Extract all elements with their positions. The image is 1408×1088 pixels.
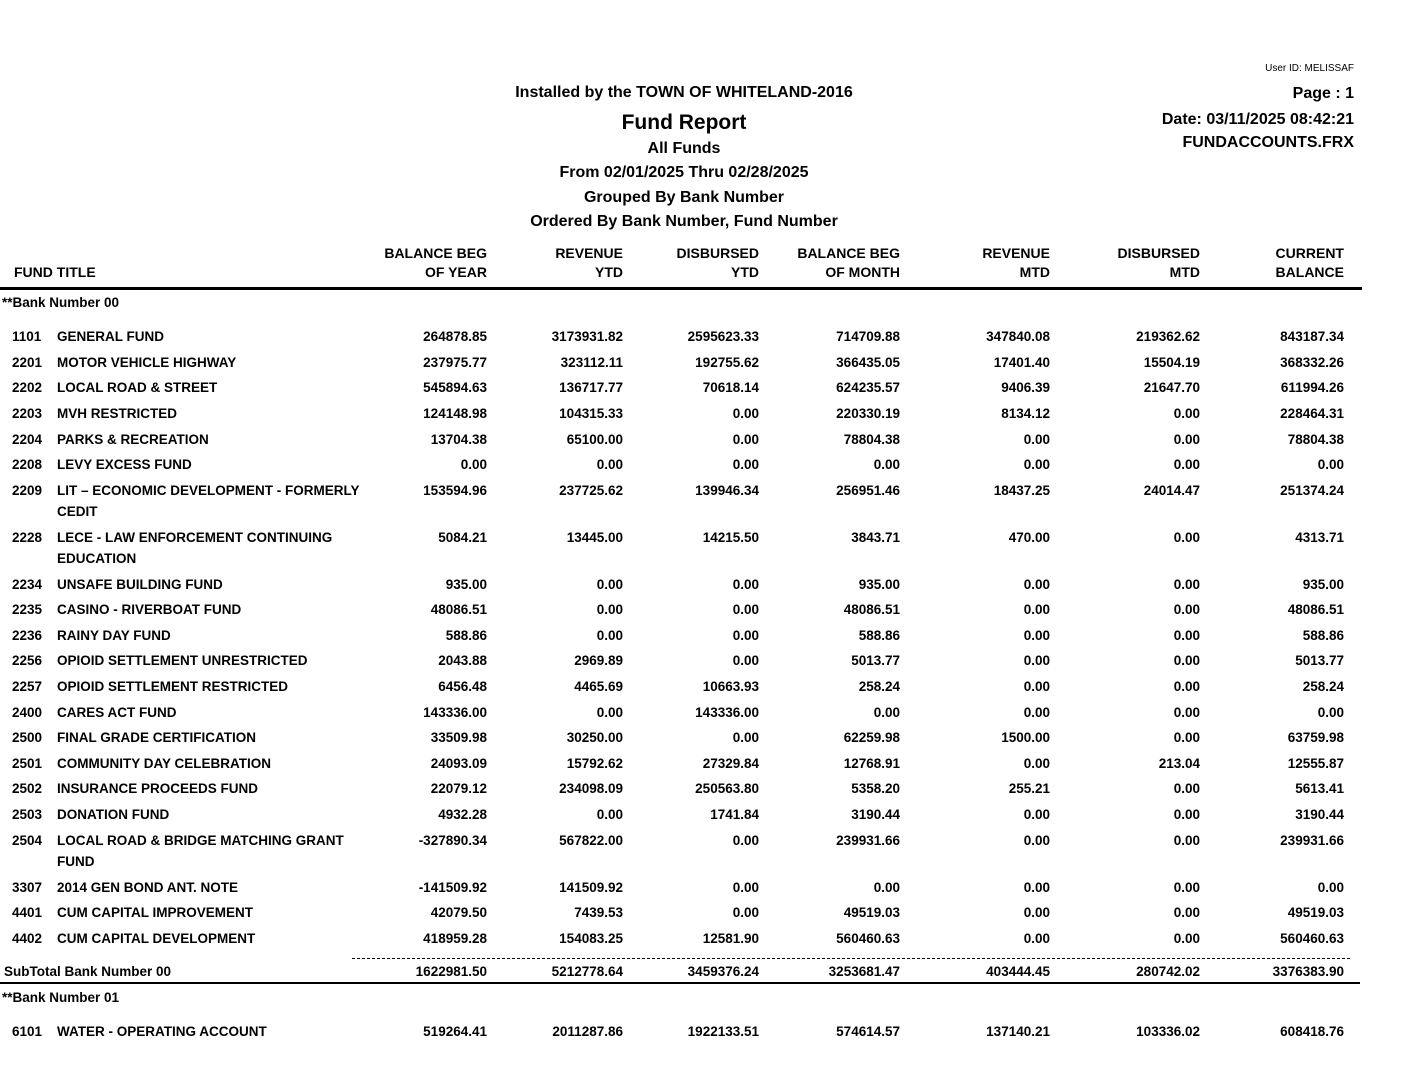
fund-value: 560460.63 <box>1280 931 1344 946</box>
col-disbursed-ytd: DISBURSED YTD <box>676 245 759 280</box>
fund-value: 5084.21 <box>438 530 487 545</box>
fund-value: 220330.19 <box>836 406 900 421</box>
fund-value: 1922133.51 <box>687 1024 759 1039</box>
fund-value: 63759.98 <box>1287 730 1344 745</box>
fund-title: LEVY EXCESS FUND <box>57 457 192 472</box>
fund-value: 124148.98 <box>423 406 487 421</box>
fund-number: 2235 <box>12 602 43 617</box>
fund-value: 141509.92 <box>559 880 623 895</box>
fund-title: LOCAL ROAD & BRIDGE MATCHING GRANT FUND <box>57 833 344 869</box>
report-file: FUNDACCOUNTS.FRX <box>1182 134 1354 151</box>
fund-number: 2257 <box>12 679 43 694</box>
fund-value: 611994.26 <box>1280 380 1344 395</box>
fund-value: 33509.98 <box>430 730 487 745</box>
fund-value: 0.00 <box>873 705 900 720</box>
fund-value: 0.00 <box>1173 653 1200 668</box>
fund-title: 2014 GEN BOND ANT. NOTE <box>57 880 239 895</box>
fund-value: 560460.63 <box>836 931 900 946</box>
fund-value: 0.00 <box>1173 905 1200 920</box>
fund-value: 24093.09 <box>430 756 487 771</box>
fund-value: 143336.00 <box>423 705 487 720</box>
subtotal-value: 403444.45 <box>986 964 1050 979</box>
bank-00-label: **Bank Number 00 <box>2 295 120 310</box>
fund-value: 574614.57 <box>836 1024 900 1039</box>
fund-value: 3190.44 <box>1295 807 1344 822</box>
fund-number: 2502 <box>12 781 43 796</box>
fund-value: 588.86 <box>1302 628 1344 643</box>
fund-value: 24014.47 <box>1143 483 1200 498</box>
fund-value: 366435.05 <box>836 355 900 370</box>
fund-title: MOTOR VEHICLE HIGHWAY <box>57 355 237 370</box>
fund-number: 4402 <box>12 931 43 946</box>
fund-value: 0.00 <box>732 833 759 848</box>
fund-title: COMMUNITY DAY CELEBRATION <box>57 756 272 771</box>
fund-value: 0.00 <box>1023 807 1050 822</box>
fund-value: 49519.03 <box>1287 905 1344 920</box>
fund-value: 0.00 <box>1023 833 1050 848</box>
fund-number: 2256 <box>12 653 43 668</box>
fund-value: 0.00 <box>596 628 623 643</box>
fund-number: 2504 <box>12 833 43 848</box>
fund-value: 12581.90 <box>702 931 759 946</box>
fund-value: 0.00 <box>1023 457 1050 472</box>
installed-by: Installed by the TOWN OF WHITELAND-2016 <box>515 84 853 101</box>
fund-value: 624235.57 <box>836 380 900 395</box>
fund-value: -327890.34 <box>418 833 487 848</box>
fund-value: 3190.44 <box>851 807 900 822</box>
fund-number: 1101 <box>12 329 42 344</box>
fund-value: 0.00 <box>732 905 759 920</box>
fund-number: 3307 <box>12 880 43 895</box>
fund-value: 0.00 <box>460 457 487 472</box>
fund-number: 2500 <box>12 730 43 745</box>
subtotal-value: 3376383.90 <box>1272 964 1344 979</box>
fund-value: 470.00 <box>1008 530 1050 545</box>
fund-number: 2202 <box>12 380 43 395</box>
fund-value: 0.00 <box>1173 577 1200 592</box>
col-fund-title: FUND TITLE <box>14 264 96 280</box>
fund-number: 2228 <box>12 530 43 545</box>
fund-number: 2400 <box>12 705 43 720</box>
fund-value: 78804.38 <box>1287 432 1344 447</box>
fund-value: 139946.34 <box>695 483 759 498</box>
fund-number: 6101 <box>12 1024 43 1039</box>
fund-value: 0.00 <box>596 577 623 592</box>
fund-value: 8134.12 <box>1001 406 1050 421</box>
col-disbursed-mtd: DISBURSED MTD <box>1117 245 1200 280</box>
fund-value: 545894.63 <box>423 380 487 395</box>
fund-value: 0.00 <box>873 880 900 895</box>
fund-value: 0.00 <box>1317 705 1344 720</box>
fund-title: CUM CAPITAL IMPROVEMENT <box>57 905 254 920</box>
fund-value: 10663.93 <box>702 679 759 694</box>
fund-value: 228464.31 <box>1280 406 1344 421</box>
fund-value: 239931.66 <box>836 833 900 848</box>
fund-value: 5013.77 <box>1295 653 1344 668</box>
subtotal-value: 280742.02 <box>1136 964 1200 979</box>
subtotal-value: 3253681.47 <box>828 964 900 979</box>
col-revenue-mtd: REVENUE MTD <box>982 245 1050 280</box>
fund-value: 1500.00 <box>1001 730 1050 745</box>
fund-value: 588.86 <box>445 628 487 643</box>
fund-title: UNSAFE BUILDING FUND <box>57 577 223 592</box>
fund-value: 0.00 <box>1023 931 1050 946</box>
fund-title: FINAL GRADE CERTIFICATION <box>57 730 256 745</box>
fund-value: 0.00 <box>1023 756 1050 771</box>
fund-value: 237975.77 <box>423 355 487 370</box>
fund-number: 2503 <box>12 807 43 822</box>
fund-title: OPIOID SETTLEMENT UNRESTRICTED <box>57 653 308 668</box>
fund-value: 136717.77 <box>559 380 623 395</box>
fund-value: 0.00 <box>1173 833 1200 848</box>
fund-value: 255.21 <box>1008 781 1050 796</box>
fund-title: INSURANCE PROCEEDS FUND <box>57 781 259 796</box>
fund-value: 2969.89 <box>574 653 623 668</box>
fund-value: 256951.46 <box>836 483 900 498</box>
fund-value: 3843.71 <box>851 530 900 545</box>
ordered-by: Ordered By Bank Number, Fund Number <box>530 213 838 230</box>
fund-value: 192755.62 <box>695 355 759 370</box>
fund-value: 0.00 <box>1173 807 1200 822</box>
fund-value: 588.86 <box>858 628 900 643</box>
fund-value: 0.00 <box>1023 602 1050 617</box>
report-subtitle: All Funds <box>647 140 721 157</box>
fund-value: 935.00 <box>1302 577 1344 592</box>
fund-value: 65100.00 <box>566 432 623 447</box>
fund-number: 2234 <box>12 577 43 592</box>
fund-value: 608418.76 <box>1280 1024 1344 1039</box>
fund-value: 0.00 <box>596 602 623 617</box>
fund-value: 154083.25 <box>559 931 623 946</box>
fund-value: 0.00 <box>1173 679 1200 694</box>
fund-value: 0.00 <box>1173 406 1200 421</box>
fund-value: 843187.34 <box>1280 329 1344 344</box>
fund-value: 0.00 <box>1173 628 1200 643</box>
fund-value: 250563.80 <box>695 781 759 796</box>
date-range: From 02/01/2025 Thru 02/28/2025 <box>559 164 809 181</box>
fund-value: 0.00 <box>1023 905 1050 920</box>
fund-value: 258.24 <box>858 679 900 694</box>
subtotal-value: 1622981.50 <box>415 964 487 979</box>
fund-value: 0.00 <box>732 628 759 643</box>
fund-value: 714709.88 <box>836 329 900 344</box>
col-bal-beg-month: BALANCE BEG OF MONTH <box>797 245 900 280</box>
fund-number: 2236 <box>12 628 43 643</box>
fund-title: OPIOID SETTLEMENT RESTRICTED <box>57 679 289 694</box>
fund-value: 0.00 <box>1173 705 1200 720</box>
fund-value: 213.04 <box>1158 756 1200 771</box>
fund-value: 0.00 <box>1023 679 1050 694</box>
fund-value: 5613.41 <box>1295 781 1344 796</box>
fund-value: 0.00 <box>1023 628 1050 643</box>
fund-title: CARES ACT FUND <box>57 705 177 720</box>
bank-01-label: **Bank Number 01 <box>2 990 120 1005</box>
fund-value: 239931.66 <box>1280 833 1344 848</box>
fund-number: 2208 <box>12 457 43 472</box>
fund-value: 0.00 <box>596 705 623 720</box>
fund-value: 14215.50 <box>702 530 759 545</box>
fund-number: 2201 <box>12 355 43 370</box>
col-current-balance: CURRENT BALANCE <box>1275 245 1344 280</box>
fund-value: 0.00 <box>1317 457 1344 472</box>
fund-value: 347840.08 <box>986 329 1050 344</box>
fund-value: 48086.51 <box>843 602 900 617</box>
fund-title: LOCAL ROAD & STREET <box>57 380 218 395</box>
fund-value: -141509.92 <box>418 880 487 895</box>
fund-value: 13445.00 <box>566 530 623 545</box>
fund-value: 4313.71 <box>1295 530 1344 545</box>
fund-value: 21647.70 <box>1143 380 1200 395</box>
fund-value: 234098.09 <box>559 781 623 796</box>
fund-title: PARKS & RECREATION <box>57 432 209 447</box>
fund-value: 2595623.33 <box>687 329 759 344</box>
fund-value: 418959.28 <box>423 931 487 946</box>
fund-value: 0.00 <box>1173 432 1200 447</box>
fund-value: 0.00 <box>732 602 759 617</box>
fund-value: 0.00 <box>732 432 759 447</box>
report-date: Date: 03/11/2025 08:42:21 <box>1161 111 1354 128</box>
fund-value: 2043.88 <box>438 653 487 668</box>
fund-value: 0.00 <box>1173 602 1200 617</box>
fund-value: 0.00 <box>1173 931 1200 946</box>
user-id: User ID: MELISSAF <box>1265 63 1354 74</box>
fund-value: 0.00 <box>1173 530 1200 545</box>
fund-value: 0.00 <box>732 577 759 592</box>
fund-value: 0.00 <box>1023 653 1050 668</box>
fund-value: 4465.69 <box>574 679 623 694</box>
fund-value: 519264.41 <box>423 1024 487 1039</box>
fund-value: 323112.11 <box>560 355 623 370</box>
fund-number: 2501 <box>12 756 43 771</box>
fund-title: DONATION FUND <box>57 807 170 822</box>
fund-value: 12555.87 <box>1287 756 1344 771</box>
fund-value: 0.00 <box>873 457 900 472</box>
fund-value: 368332.26 <box>1280 355 1344 370</box>
fund-value: 0.00 <box>1023 705 1050 720</box>
fund-title: CUM CAPITAL DEVELOPMENT <box>57 931 256 946</box>
fund-value: 0.00 <box>1173 781 1200 796</box>
fund-number: 2209 <box>12 483 43 498</box>
fund-value: 264878.85 <box>423 329 487 344</box>
fund-value: 0.00 <box>732 406 759 421</box>
fund-value: 237725.62 <box>559 483 623 498</box>
fund-value: 0.00 <box>596 457 623 472</box>
fund-value: 104315.33 <box>559 406 623 421</box>
fund-value: 13704.38 <box>430 432 487 447</box>
fund-title: GENERAL FUND <box>57 329 165 344</box>
fund-value: 62259.98 <box>843 730 900 745</box>
fund-value: 27329.84 <box>702 756 759 771</box>
fund-value: 0.00 <box>1173 730 1200 745</box>
fund-title: CASINO - RIVERBOAT FUND <box>57 602 242 617</box>
fund-value: 0.00 <box>732 653 759 668</box>
fund-value: 7439.53 <box>574 905 623 920</box>
fund-value: 219362.62 <box>1136 329 1200 344</box>
fund-title: LECE - LAW ENFORCEMENT CONTINUING EDUCATION <box>57 530 333 566</box>
grouped-by: Grouped By Bank Number <box>583 189 785 206</box>
fund-title: LIT – ECONOMIC DEVELOPMENT - FORMERLY CEDIT <box>57 483 360 519</box>
fund-value: 42079.50 <box>430 905 487 920</box>
subtotal-value: 5212778.64 <box>551 964 623 979</box>
fund-value: 22079.12 <box>430 781 487 796</box>
fund-value: 9406.39 <box>1001 380 1050 395</box>
subtotal-dashed-rule <box>352 958 1350 959</box>
fund-value: 1741.84 <box>710 807 759 822</box>
fund-value: 15792.62 <box>566 756 623 771</box>
fund-value: 0.00 <box>596 807 623 822</box>
fund-value: 12768.91 <box>843 756 900 771</box>
col-revenue-ytd: REVENUE YTD <box>555 245 623 280</box>
fund-value: 15504.19 <box>1143 355 1200 370</box>
fund-value: 935.00 <box>858 577 900 592</box>
fund-value: 0.00 <box>732 457 759 472</box>
fund-value: 251374.24 <box>1280 483 1344 498</box>
fund-number: 2203 <box>12 406 43 421</box>
fund-value: 3173931.82 <box>551 329 623 344</box>
fund-value: 0.00 <box>1023 880 1050 895</box>
fund-value: 0.00 <box>732 880 759 895</box>
fund-value: 70618.14 <box>702 380 759 395</box>
fund-value: 78804.38 <box>843 432 900 447</box>
fund-value: 935.00 <box>445 577 487 592</box>
fund-value: 153594.96 <box>423 483 487 498</box>
fund-value: 137140.21 <box>986 1024 1050 1039</box>
subtotal-value: 3459376.24 <box>687 964 759 979</box>
fund-value: 5013.77 <box>851 653 900 668</box>
page-number: Page : 1 <box>1292 85 1354 102</box>
fund-number: 4401 <box>12 905 43 920</box>
col-bal-beg-year: BALANCE BEG OF YEAR <box>384 245 487 280</box>
fund-title: MVH RESTRICTED <box>57 406 178 421</box>
fund-value: 5358.20 <box>851 781 900 796</box>
header-rule <box>0 287 1362 290</box>
fund-value: 18437.25 <box>993 483 1050 498</box>
fund-value: 0.00 <box>1173 457 1200 472</box>
fund-value: 48086.51 <box>430 602 487 617</box>
fund-value: 2011287.86 <box>552 1024 623 1039</box>
report-title: Fund Report <box>621 111 747 134</box>
subtotal-rule <box>0 982 1360 984</box>
fund-value: 6456.48 <box>438 679 487 694</box>
fund-value: 30250.00 <box>566 730 623 745</box>
fund-value: 17401.40 <box>993 355 1050 370</box>
subtotal-label: SubTotal Bank Number 00 <box>4 964 172 979</box>
fund-title: RAINY DAY FUND <box>57 628 171 643</box>
fund-value: 0.00 <box>1023 432 1050 447</box>
fund-value: 0.00 <box>1317 880 1344 895</box>
fund-value: 4932.28 <box>438 807 487 822</box>
fund-value: 0.00 <box>1173 880 1200 895</box>
fund-title: WATER - OPERATING ACCOUNT <box>57 1024 267 1039</box>
fund-value: 258.24 <box>1302 679 1344 694</box>
fund-value: 567822.00 <box>559 833 623 848</box>
fund-value: 48086.51 <box>1287 602 1344 617</box>
fund-value: 103336.02 <box>1136 1024 1200 1039</box>
fund-number: 2204 <box>12 432 43 447</box>
fund-value: 0.00 <box>1023 577 1050 592</box>
fund-value: 0.00 <box>732 730 759 745</box>
fund-value: 143336.00 <box>695 705 759 720</box>
fund-value: 49519.03 <box>843 905 900 920</box>
